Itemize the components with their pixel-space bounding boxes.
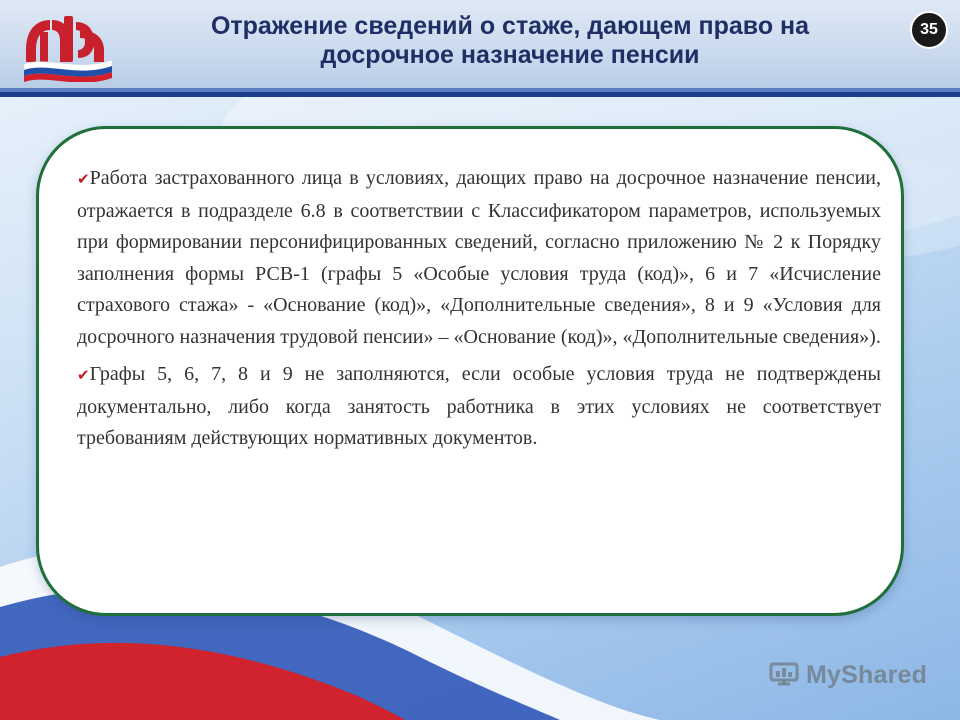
slide-title <box>140 12 880 70</box>
myshared-logo-icon <box>768 660 802 690</box>
pension-fund-logo-icon <box>18 10 116 82</box>
watermark-text: MyShared <box>806 660 928 689</box>
slide-number-badge: 35 <box>910 11 948 49</box>
watermark <box>768 658 927 692</box>
bullet-text: Работа застрахованного лица в условиях, дающих право на досрочное назначение пенсии, отражается в подразделе 6.8 в соответствии с Классификатором параметров, используемых при формировании персонифицированных сведений, согласно приложению № 2 к Порядку заполнения формы РСВ-1 (графы 5 «Особые условия труда (код)», 6 и 7 «Исчисление страхового стажа» - «Основание (код)», «Дополнительные сведения», 8 и 9 «Условия для досрочного назначения трудовой пенсии» – «Основание (код)», «Дополнительные сведения»). <box>77 167 881 348</box>
checkmark-icon: ✔ <box>77 366 90 384</box>
title-line-2: досрочное назначение пенсии <box>320 41 700 69</box>
bullet-paragraph <box>77 359 881 455</box>
header-divider <box>0 88 960 92</box>
russian-flag-icon <box>24 60 112 82</box>
bullet-text: Графы 5, 6, 7, 8 и 9 не заполняются, если особые условия труда не подтверждены документально, либо когда занятость работника в этих условиях не соответствует требованиям действующих нормативных документов. <box>77 363 881 449</box>
content-box <box>36 126 904 616</box>
checkmark-icon: ✔ <box>77 170 90 188</box>
bullet-paragraph <box>77 163 881 353</box>
title-line-1: Отражение сведений о стаже, дающем право на <box>210 12 810 40</box>
slide-header <box>0 0 960 97</box>
